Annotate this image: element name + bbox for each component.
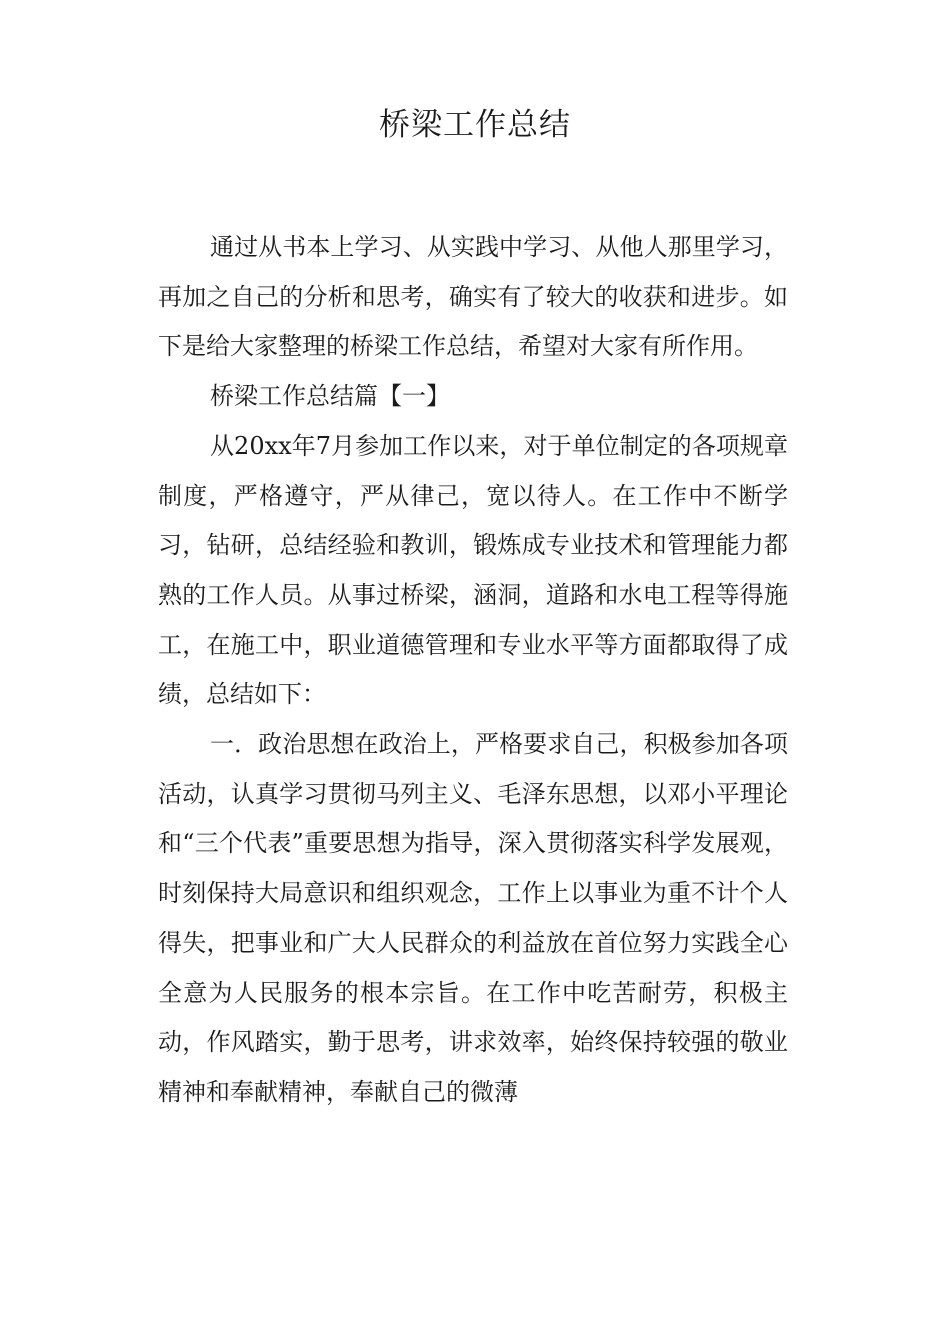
document-body: [158, 223, 788, 1118]
paragraph-political-thought: 一．政治思想在政治上，严格要求自己，积极参加各项活动，认真学习贯彻马列主义、毛泽东思想，以邓小平理论和“三个代表”重要思想为指导，深入贯彻落实科学发展观，时刻保持大局意识和组织观念，工作上以事业为重不计个人得失，把事业和广大人民群众的利益放在首位努力实践全心全意为人民服务的根本宗旨。在工作中吃苦耐劳，积极主动，作风踏实，勤于思考，讲求效率，始终保持较强的敬业精神和奉献精神，奉献自己的微薄: [158, 730, 788, 1106]
paragraph-intro: 通过从书本上学习、从实践中学习、从他人那里学习，再加之自己的分析和思考，确实有了较大的收获和进步。如下是给大家整理的桥梁工作总结，希望对大家有所作用。: [158, 233, 788, 361]
paragraph-work-summary: 从20xx年7月参加工作以来，对于单位制定的各项规章制度，严格遵守，严从律己，宽以待人。在工作中不断学习，钻研，总结经验和教训，锻炼成专业技术和管理能力都熟的工作人员。从事过桥梁，涵洞，道路和水电工程等得施工，在施工中，职业道德管理和专业水平等方面都取得了成绩，总结如下：: [158, 431, 788, 709]
section-heading: 桥梁工作总结篇【一】: [210, 382, 450, 411]
document-title: 桥梁工作总结: [379, 107, 571, 143]
